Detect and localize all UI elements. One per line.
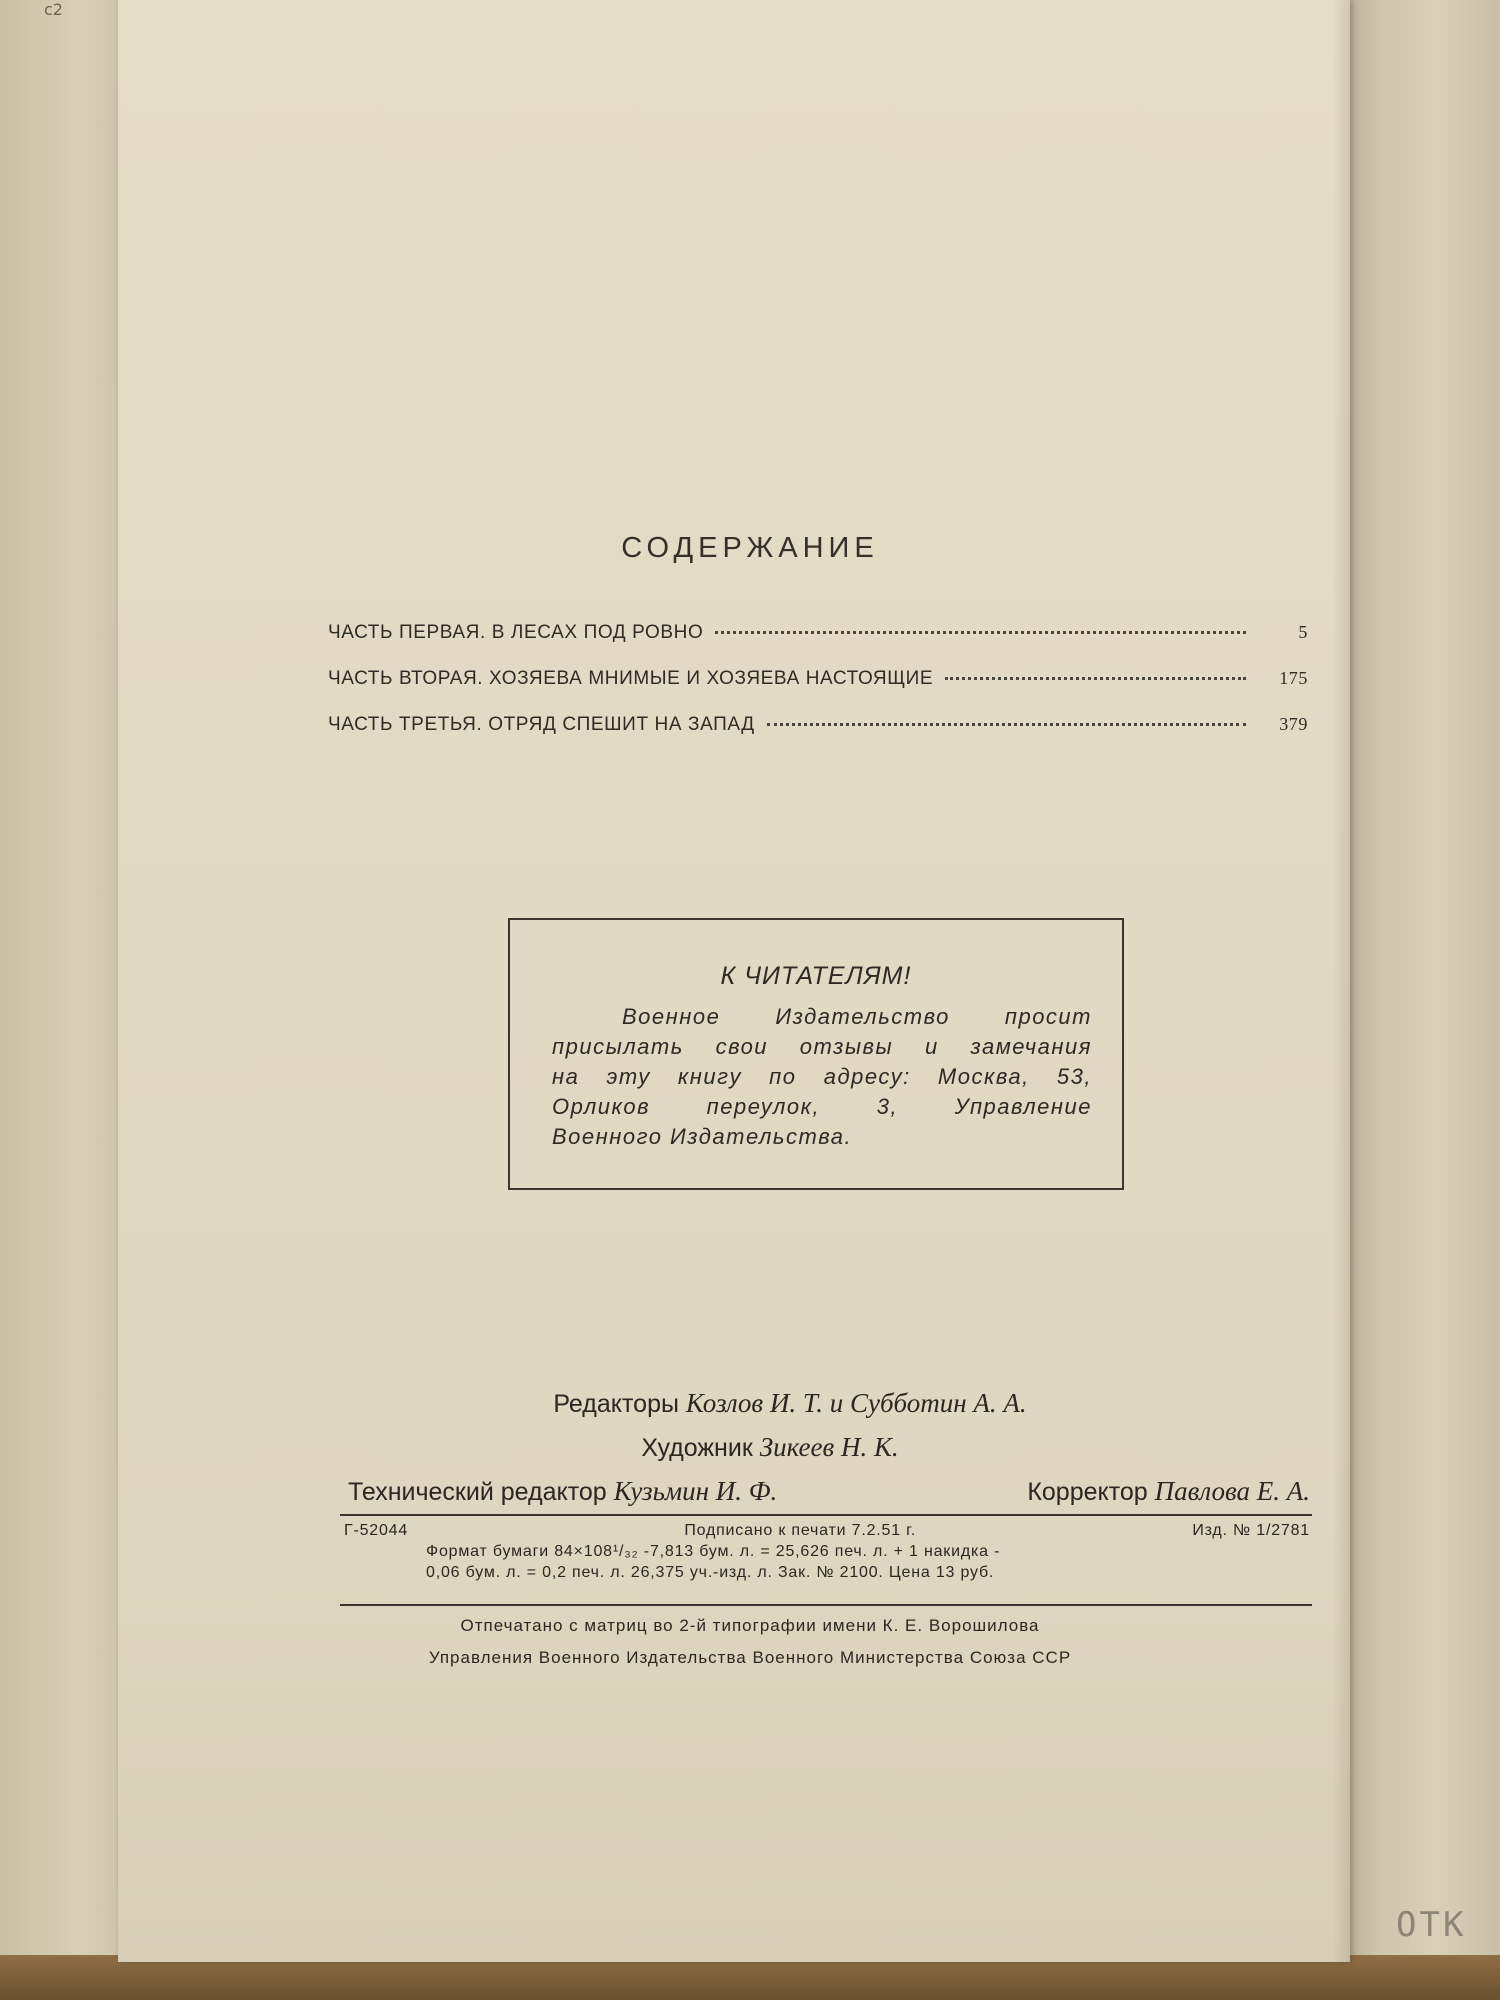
corrector xyxy=(1027,1476,1310,1507)
contents-entry-page: 5 xyxy=(1298,622,1308,642)
readers-notice-heading: К ЧИТАТЕЛЯМ! xyxy=(720,962,912,990)
tech-editor-name: Кузьмин И. Ф. xyxy=(613,1476,778,1506)
contents-entry-page: 379 xyxy=(1279,714,1308,734)
dot-leader xyxy=(715,631,1246,634)
contents-title: СОДЕРЖАНИЕ xyxy=(621,532,879,564)
otk-stamp: ОТК xyxy=(1396,1905,1467,1945)
imprint-block xyxy=(344,1520,1310,1583)
readers-notice-line: Военного Издательства. xyxy=(552,1124,853,1149)
printed-by-line: Управления Военного Издательства Военного Министерства Союза ССР xyxy=(428,1648,1072,1667)
contents-entry xyxy=(328,668,1308,714)
dot-leader xyxy=(767,723,1246,726)
adjacent-page-left xyxy=(0,0,130,2000)
imprint-top-rule xyxy=(340,1514,1312,1516)
contents-entry xyxy=(328,622,1308,668)
corner-pencil-mark: c2 xyxy=(44,0,63,19)
corrector-name: Павлова Е. А. xyxy=(1154,1476,1310,1506)
dot-leader xyxy=(945,677,1246,680)
readers-notice-text xyxy=(552,1002,1092,1152)
printed-by-line: Отпечатано с матриц во 2-й типографии имени К. Е. Ворошилова xyxy=(460,1616,1040,1635)
editors-names: Козлов И. Т. и Субботин А. А. xyxy=(685,1388,1027,1418)
contents-entry-label: ЧАСТЬ ПЕРВАЯ. В ЛЕСАХ ПОД РОВНО xyxy=(328,622,704,643)
credit-artist xyxy=(0,1432,1500,1463)
contents-entry-label: ЧАСТЬ ТРЕТЬЯ. ОТРЯД СПЕШИТ НА ЗАПАД xyxy=(328,714,755,735)
imprint-code: Г-52044 xyxy=(344,1522,409,1539)
imprint-row xyxy=(344,1541,1310,1562)
contents-entry-page: 175 xyxy=(1279,668,1308,688)
tech-editor xyxy=(348,1476,777,1507)
imprint-edition: Изд. № 1/2781 xyxy=(1192,1522,1310,1539)
imprint-bottom-rule xyxy=(340,1604,1312,1606)
tech-editor-label: Технический редактор xyxy=(348,1478,607,1506)
imprint-row xyxy=(344,1562,1310,1583)
editors-label: Редакторы xyxy=(553,1390,679,1418)
corrector-label: Корректор xyxy=(1027,1478,1148,1506)
readers-notice-line: Орликов переулок, 3, Управление xyxy=(552,1094,1092,1119)
contents-entry xyxy=(328,714,1308,760)
imprint-signed: Подписано к печати 7.2.51 г. xyxy=(684,1522,917,1539)
imprint-row xyxy=(344,1520,1310,1541)
artist-label: Художник xyxy=(641,1434,753,1462)
credit-editors xyxy=(0,1388,1500,1419)
readers-notice-line: на эту книгу по адресу: Москва, 53, xyxy=(552,1064,1092,1089)
contents-entry-label: ЧАСТЬ ВТОРАЯ. ХОЗЯЕВА МНИМЫЕ И ХОЗЯЕВА НАСТОЯЩИЕ xyxy=(328,668,934,689)
readers-notice-line: присылать свои отзывы и замечания xyxy=(552,1034,1092,1059)
readers-notice-line: Военное Издательство просит xyxy=(622,1004,1092,1029)
book-cover-edge xyxy=(1340,0,1500,2000)
artist-name: Зикеев Н. К. xyxy=(759,1432,899,1462)
imprint-format: Формат бумаги 84×108¹/₃₂ -7,813 бум. л. = 25,626 печ. л. + 1 накидка - xyxy=(426,1543,1001,1560)
imprint-volume: 0,06 бум. л. = 0,2 печ. л. 26,375 уч.-изд. л. Зак. № 2100. Цена 13 руб. xyxy=(426,1564,995,1581)
contents-list xyxy=(328,622,1308,760)
credit-technical xyxy=(348,1476,1310,1507)
readers-notice-box xyxy=(508,918,1124,1190)
